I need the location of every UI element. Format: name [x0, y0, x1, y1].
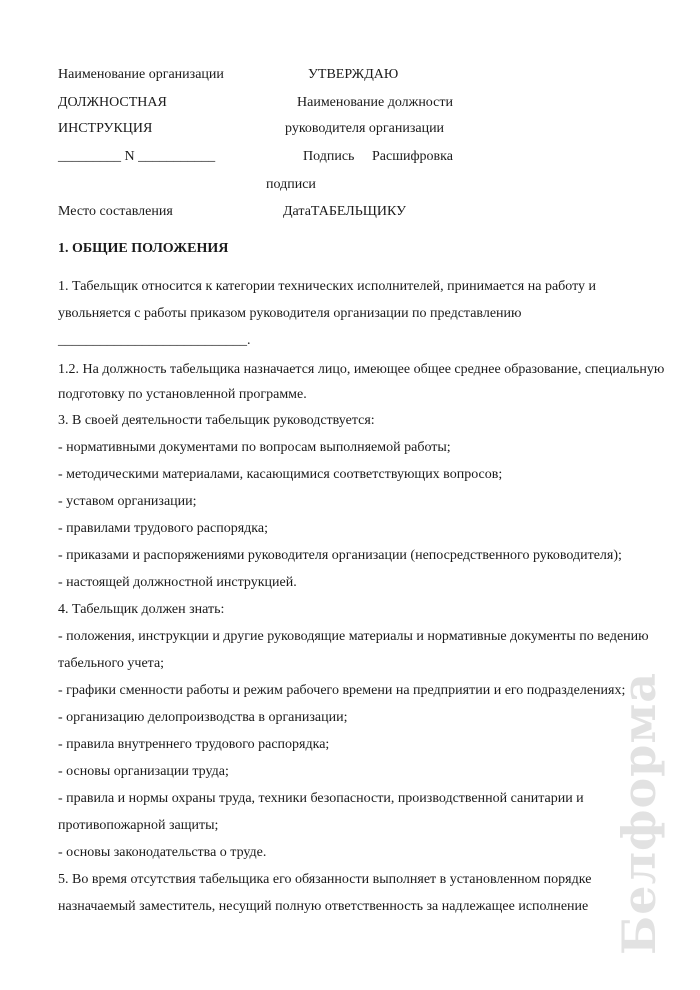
decoding-label: Расшифровка — [372, 149, 453, 164]
body-line: - правилами трудового распорядка; — [58, 521, 268, 536]
body-line: назначаемый заместитель, несущий полную ответственность за надлежащее исполнение — [58, 899, 589, 914]
body-line: 3. В своей деятельности табельщик руководствуется: — [58, 413, 375, 428]
body-line: - положения, инструкции и другие руководящие материалы и нормативные документы по ведению — [58, 629, 649, 644]
body-line: - настоящей должностной инструкцией. — [58, 575, 297, 590]
body-line: 5. Во время отсутствия табельщика его обязанности выполняет в установленном порядке — [58, 872, 592, 887]
body-line: 4. Табельщик должен знать: — [58, 602, 225, 617]
body-line: противопожарной защиты; — [58, 818, 219, 833]
body-line: табельного учета; — [58, 656, 165, 671]
doc-type-line-1: ДОЛЖНОСТНАЯ — [58, 95, 167, 110]
body-line: - организацию делопроизводства в организации; — [58, 710, 348, 725]
approve-label: УТВЕРЖДАЮ — [308, 67, 399, 82]
body-line: - основы законодательства о труде. — [58, 845, 267, 860]
body-line: увольняется с работы приказом руководителя организации по представлению — [58, 306, 522, 321]
body-line: - правила и нормы охраны труда, техники безопасности, производственной санитарии и — [58, 791, 584, 806]
body-line: - уставом организации; — [58, 494, 197, 509]
body-line: - методическими материалами, касающимися соответствующих вопросов; — [58, 467, 503, 482]
body-line: - приказами и распоряжениями руководителя организации (непосредственного руководителя); — [58, 548, 622, 563]
body-line: ___________________________. — [58, 333, 251, 348]
body-line: - правила внутреннего трудового распорядка; — [58, 737, 330, 752]
doc-type-line-2: ИНСТРУКЦИЯ — [58, 121, 153, 136]
section-title: 1. ОБЩИЕ ПОЛОЖЕНИЯ — [58, 241, 229, 256]
signature-label: Подпись — [303, 149, 355, 164]
watermark-logo: Белформа — [612, 671, 666, 955]
head-position-line-2: руководителя организации — [285, 121, 445, 136]
place-label: Место составления — [58, 204, 173, 219]
head-position-line-1: Наименование должности — [297, 95, 453, 110]
body-line: - нормативными документами по вопросам выполняемой работы; — [58, 440, 451, 455]
body-line: - основы организации труда; — [58, 764, 229, 779]
body-line: 1. Табельщик относится к категории технических исполнителей, принимается на работу и — [58, 279, 597, 294]
org-name-label: Наименование организации — [58, 67, 224, 82]
body-line: подготовку по установленной программе. — [58, 387, 307, 402]
body-line: 1.2. На должность табельщика назначается лицо, имеющее общее среднее образование, специальную — [58, 362, 665, 377]
doc-number-line: _________ N ___________ — [58, 149, 216, 164]
date-title-label: ДатаТАБЕЛЬЩИКУ — [283, 204, 407, 219]
body-line: - графики сменности работы и режим рабочего времени на предприятии и его подразделениях; — [58, 683, 626, 698]
signature-label-2: подписи — [266, 177, 316, 192]
